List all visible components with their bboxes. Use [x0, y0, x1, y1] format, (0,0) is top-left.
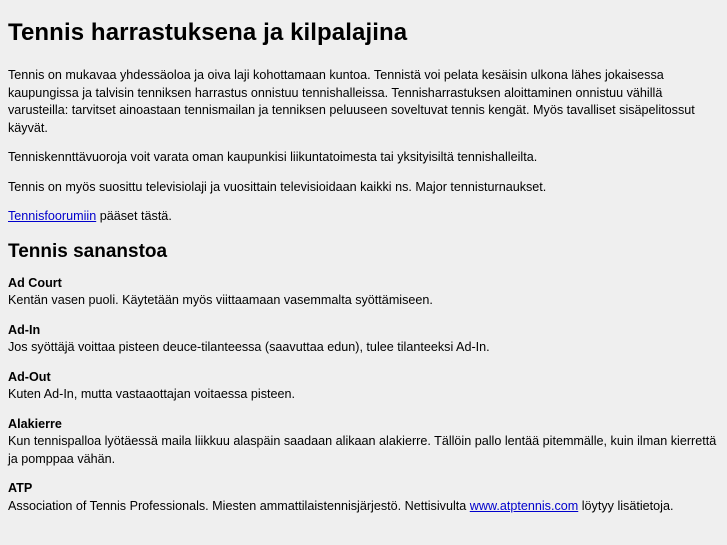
glossary-entry-atp — [8, 480, 719, 515]
glossary-entry-ad-court — [8, 275, 719, 310]
glossary-entry-ad-in — [8, 322, 719, 357]
intro-paragraph: Tennis on mukavaa yhdessäoloa ja oiva laji kohottamaan kuntoa. Tennistä voi pelata kesäisin ulkona lähes jokaisessa kaupungissa ja talvisin tenniksen harrastus onnistuu tennishalleissa. Tennisharrastuksen aloittaminen onnistuu vähillä varusteilla: tarvitset ainoastaan tennismailan ja tenniksen peluuseen soveltuvat tennis kengät. Myös tavalliset sisäpelitossut käyvät. — [8, 68, 695, 135]
glossary-term: ATP — [8, 481, 33, 495]
glossary-entry-ad-out — [8, 369, 719, 404]
glossary-definition: Kun tennispalloa lyötäessä maila liikkuu alaspäin saadaan alikaan alakierre. Tällöin pallo lentää pitemmälle, kuin ilman kierrettä ja pomppaa vähän. — [8, 434, 717, 466]
glossary-entry-alakierre — [8, 416, 719, 469]
glossary-term: Alakierre — [8, 416, 62, 431]
atp-definition-prefix: Association of Tennis Professionals. Miesten ammattilaistennisjärjestö. Nettisivulta — [8, 498, 470, 513]
page-content — [0, 19, 727, 515]
glossary-heading: Tennis sananstoa — [8, 240, 168, 262]
forum-paragraph — [8, 208, 719, 226]
glossary-definition: Kuten Ad-In, mutta vastaaottajan voitaessa pisteen. — [8, 387, 296, 401]
glossary-list — [8, 275, 719, 516]
forum-link[interactable]: Tennisfoorumiin — [8, 209, 97, 223]
forum-suffix: pääset tästä. — [96, 209, 172, 223]
glossary-term: Ad-In — [8, 322, 41, 337]
booking-paragraph: Tenniskennttävuoroja voit varata oman kaupunkisi liikuntatoimesta tai yksityisiltä tennishalleilta. — [8, 150, 538, 164]
glossary-definition: Kentän vasen puoli. Käytetään myös viittaamaan vasemmalta syöttämiseen. — [8, 293, 433, 307]
glossary-term: Ad-Out — [8, 369, 51, 384]
glossary-definition: Jos syöttäjä voittaa pisteen deuce-tilanteessa (saavuttaa edun), tulee tilanteeksi Ad-In. — [8, 340, 490, 354]
glossary-definition — [8, 498, 719, 516]
tv-paragraph: Tennis on myös suosittu televisiolaji ja vuosittain televisioidaan kaikki ns. Major tennisturnaukset. — [8, 179, 547, 194]
glossary-term: Ad Court — [8, 275, 62, 290]
page-title: Tennis harrastuksena ja kilpalajina — [8, 19, 408, 46]
atp-link[interactable]: www.atptennis.com — [469, 498, 579, 513]
atp-definition-suffix: löytyy lisätietoja. — [578, 498, 674, 513]
